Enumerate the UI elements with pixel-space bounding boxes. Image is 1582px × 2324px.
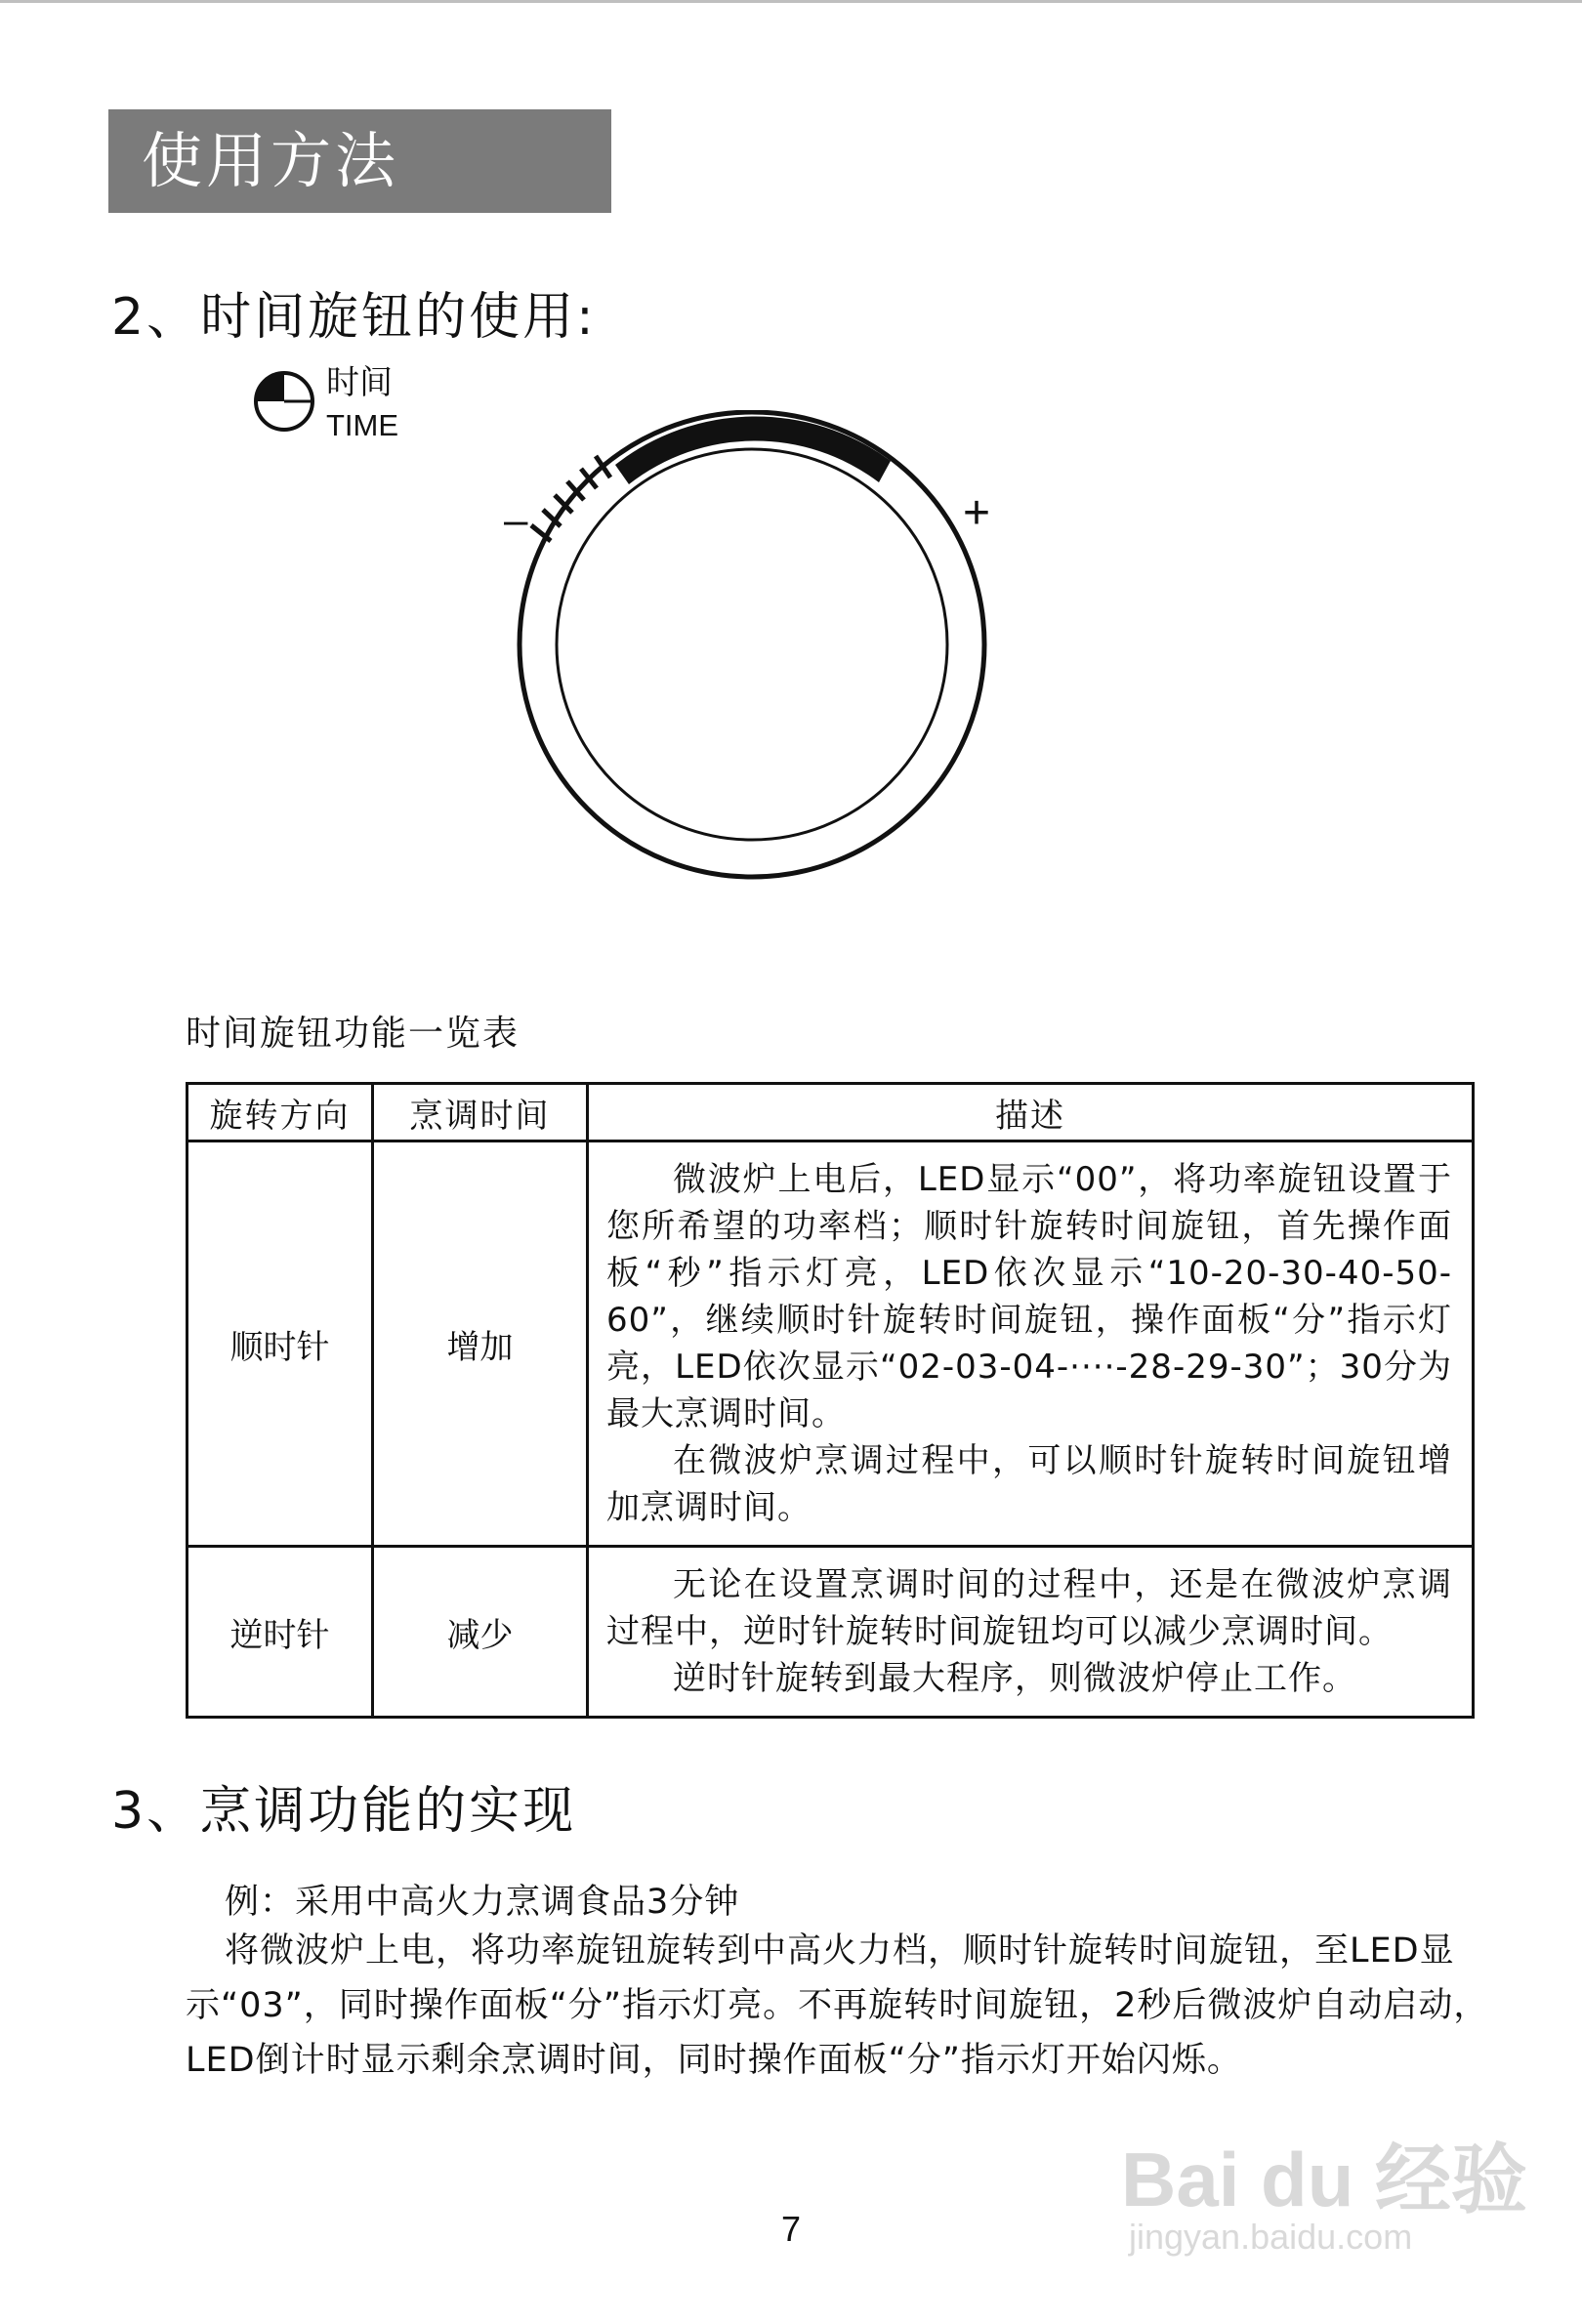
description-paragraph: 微波炉上电后，LED显示“00”，将功率旋钮设置于您所希望的功率档；顺时针旋转时间旋钮，首先操作面板“秒”指示灯亮，LED依次显示“10-20-30-40-50-60”，继续顺时针旋转时间旋钮，操作面板“分”指示灯亮，LED依次显示“02-03-04-····-28-29-30”；30分为最大烹调时间。: [606, 1160, 1452, 1433]
top-rule: [0, 0, 1582, 3]
example-body: 将微波炉上电，将功率旋钮旋转到中高火力档，顺时针旋转时间旋钮，至LED显示“03”，同时操作面板“分”指示灯亮。不再旋转时间旋钮，2秒后微波炉自动启动，LED倒计时显示剩余烹调时间，同时操作面板“分”指示灯开始闪烁。: [186, 1931, 1489, 2080]
time-icon-label: [326, 361, 398, 447]
knob-inner-ring: [557, 449, 947, 840]
heading-time-knob: 2、时间旋钮的使用:: [111, 288, 597, 347]
page-number: 7: [781, 2209, 802, 2249]
description-cell: [588, 1141, 1474, 1547]
table-caption: 时间旋钮功能一览表: [186, 1014, 520, 1054]
column-header: 描述: [588, 1084, 1474, 1141]
table-row: [187, 1547, 1474, 1718]
plus-sign: +: [963, 487, 991, 539]
time-label-cn: 时间: [326, 363, 393, 402]
column-header: 旋转方向: [187, 1084, 373, 1141]
direction-cell: 顺时针: [187, 1141, 373, 1547]
minus-sign: –: [504, 496, 528, 544]
time-knob-diagram: [488, 410, 1035, 898]
time-cell: 增加: [373, 1141, 588, 1547]
time-cell: 减少: [373, 1547, 588, 1718]
baidu-jingyan-watermark: [1121, 2099, 1528, 2265]
direction-cell: 逆时针: [187, 1547, 373, 1718]
column-header: 烹调时间: [373, 1084, 588, 1141]
time-knob-function-table: [186, 1082, 1475, 1719]
description-paragraph: 在微波炉烹调过程中，可以顺时针旋转时间旋钮增加烹调时间。: [606, 1441, 1452, 1527]
watermark-url: jingyan.baidu.com: [1129, 2217, 1413, 2257]
time-knob: [520, 412, 984, 877]
table-row: [187, 1141, 1474, 1547]
description-paragraph: 无论在设置烹调时间的过程中，还是在微波炉烹调过程中，逆时针旋转时间旋钮均可以减少烹调时间。: [606, 1565, 1452, 1651]
description-cell: [588, 1547, 1474, 1718]
watermark-logo: Bai du 经验: [1121, 2137, 1528, 2222]
heading-cooking: 3、烹调功能的实现: [111, 1782, 577, 1841]
section-banner: 使用方法: [108, 109, 611, 213]
table-header-row: [187, 1084, 1474, 1141]
example-line: 例：采用中高火力烹调食品3分钟: [225, 1883, 740, 1922]
time-label-en: TIME: [326, 408, 399, 442]
quarter-clock-icon: [252, 369, 316, 434]
description-paragraph: 逆时针旋转到最大程序，则微波炉停止工作。: [673, 1659, 1356, 1698]
